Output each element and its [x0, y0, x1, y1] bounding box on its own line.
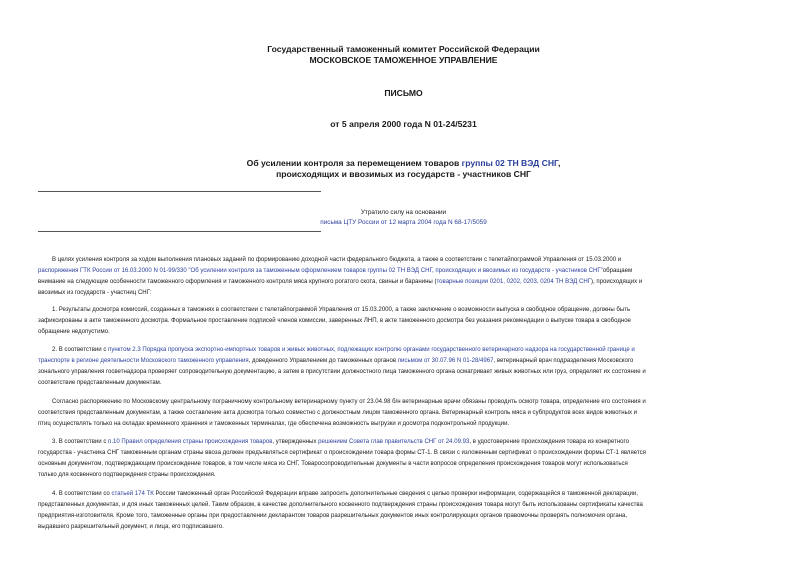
paragraph-3: 3. В соответствии с п.10 Правил определения страны происхождения товаров, утвержденных решением Совета глав правительств СНГ от 24.09.93, в удостоверение происхождения товара из конкретного государства - участника СНГ таможенным органам страны ввоза должен предъявляться сертификат о происхождении товара формы СТ-1. В связи с изложенным сертификат о происхождении формы СТ-1 является основным документом, подтверждающим происхождение товаров, в том числе мяса из СНГ. Товаросопроводительные документы в части вопросов определения происхождения товаров могут использоваться только для косвенного подтверждения страны происхождения. [38, 439, 646, 478]
repeal-notice: Утратило силу на основании письма ЦТУ России от 12 марта 2004 года N 68-17/5059 [0, 208, 807, 228]
paragraph-1: 1. Результаты досмотра комиссий, созданных в таможнях в соответствии с телетайпограммой Управления от 15.03.2000, а также заключение о возможности выпуска в свободное обращение, должны быть зафиксированы в акте таможенного досмотра. Формальное проставление подписей членов комиссии, заверенных ЛНП, в акте таможенного досмотра без указания рекомендации о выпуске товара в свободное обращение недопустимо. [38, 307, 631, 335]
divider-top [38, 191, 321, 192]
document-header [0, 44, 807, 66]
paragraph-intro: В целях усиления контроля за ходом выполнения плановых заданий по формированию доходной части федерального бюджета, а также в соответствии с телетайпограммой Управления от 15.03.2000 и распоряжения ГТК России от 16.03.2000 N 01-99/330 "Об усилении контроля за таможенным оформлением товаров группы 02 ТН ВЭД СНГ, происходящих и ввозимых из государств - участников СНГ"обращаем внимание на следующие особенности таможенного оформления и таможенного контроля мяса крупного рогатого скота, свиньи и баранины (товарные позиции 0201, 0202, 0203, 0204 ТН ВЭД СНГ), происходящих и ввозимых из государств - участниц СНГ: [38, 257, 643, 296]
org-name: Государственный таможенный комитет Российской Федерации [267, 44, 540, 54]
repeal-notice-link[interactable]: письма ЦТУ России от 12 марта 2004 года N 68-17/5059 [320, 219, 487, 226]
paragraph-vet-control: Согласно распоряжению по Московскому центральному пограничному контрольному ветеринарному пункту от 23.04.98 б/н ветеринарные врачи обязаны проводить осмотр товара, определение его состояния и соответствия представленным документам, а также составление акта досмотра только совместно с должностным лицом таможенного органа. Ветеринарный контроль мяса и субпродуктов всех видов животных и птиц осуществлять только на складах временного хранения и таможенных терминалах, где обеспечена возможность выгрузки и досмотра подконтрольной продукции. [38, 399, 646, 427]
divider-bottom [38, 231, 321, 232]
link-cis-council-decision[interactable]: решением Совета глав правительств СНГ от 24.09.93 [318, 439, 470, 445]
document-title: Об усилении контроля за перемещением товаров группы 02 ТН ВЭД СНГ, происходящих и ввозимых из государств - участников СНГ [246, 158, 561, 179]
document-date-number: от 5 апреля 2000 года N 01-24/5231 [330, 119, 477, 129]
paragraph-2: 2. В соответствии с пунктом 2.3 Порядка пропуска экспортно-импортных товаров и живых животных, подлежащих контролю органами государственного ветеринарного надзора на государственной границе и транспорте в регионе деятельности Московского таможенного управления, доведенного Управлением до таможенных органов письмом от 30.07.96 N 01-28/4967, ветеринарный врач подразделения Московского зонального управления госветнадзора проверяет сопроводительную документацию, а затем в присутствии должностного лица таможенного органа осматривает живых животных или груз, определяет их состояние и соответствие представленным документам. [38, 347, 646, 386]
link-procedure-2-3-cont[interactable]: транспорте в регионе деятельности Московского таможенного управления [38, 358, 249, 364]
title-link-group-02[interactable]: группы 02 ТН ВЭД СНГ [461, 158, 558, 168]
link-article-174[interactable]: статьей 174 ТК [111, 491, 154, 497]
link-gtk-order[interactable]: распоряжения ГТК России от 16.03.2000 N 01-99/330 "Об усилении контроля за таможенным оформлением товаров группы 02 ТН ВЭД СНГ, происходящих и ввозимых из государств - участников СНГ" [38, 268, 603, 274]
document-type: ПИСЬМО [384, 88, 423, 98]
paragraph-4: 4. В соответствии со статьей 174 ТК России таможенный орган Российской Федерации вправе запросить дополнительные сведения с целью проверки информации, содержащейся в таможенной декларации, представленных документах, и для иных таможенных целей. Таким образом, в качестве дополнительного косвенного подтверждения страны происхождения товара могут быть использованы сертификаты качества предприятия-изготовителя. Кроме того, таможенные органы при предоставлении декларантом товаров разрешительных документов иных контролирующих органов правомочны проверять полномочия органа, выдавшего разрешительный документ, и лица, его подписавшего. [38, 491, 643, 530]
link-tariff-positions[interactable]: товарные позиции 0201, 0202, 0203, 0204 ТН ВЭД СНГ [436, 279, 592, 285]
org-department: МОСКОВСКОЕ ТАМОЖЕННОЕ УПРАВЛЕНИЕ [309, 55, 498, 65]
link-procedure-2-3[interactable]: пунктом 2.3 Порядка пропуска экспортно-импортных товаров и живых животных, подлежащих контролю органами государственного ветеринарного надзора на государственной границе и [108, 347, 635, 353]
link-letter-4967[interactable]: письмом от 30.07.96 N 01-28/4967 [397, 358, 494, 364]
link-origin-rules[interactable]: п.10 Правил определения страны происхождения товаров [108, 439, 273, 445]
